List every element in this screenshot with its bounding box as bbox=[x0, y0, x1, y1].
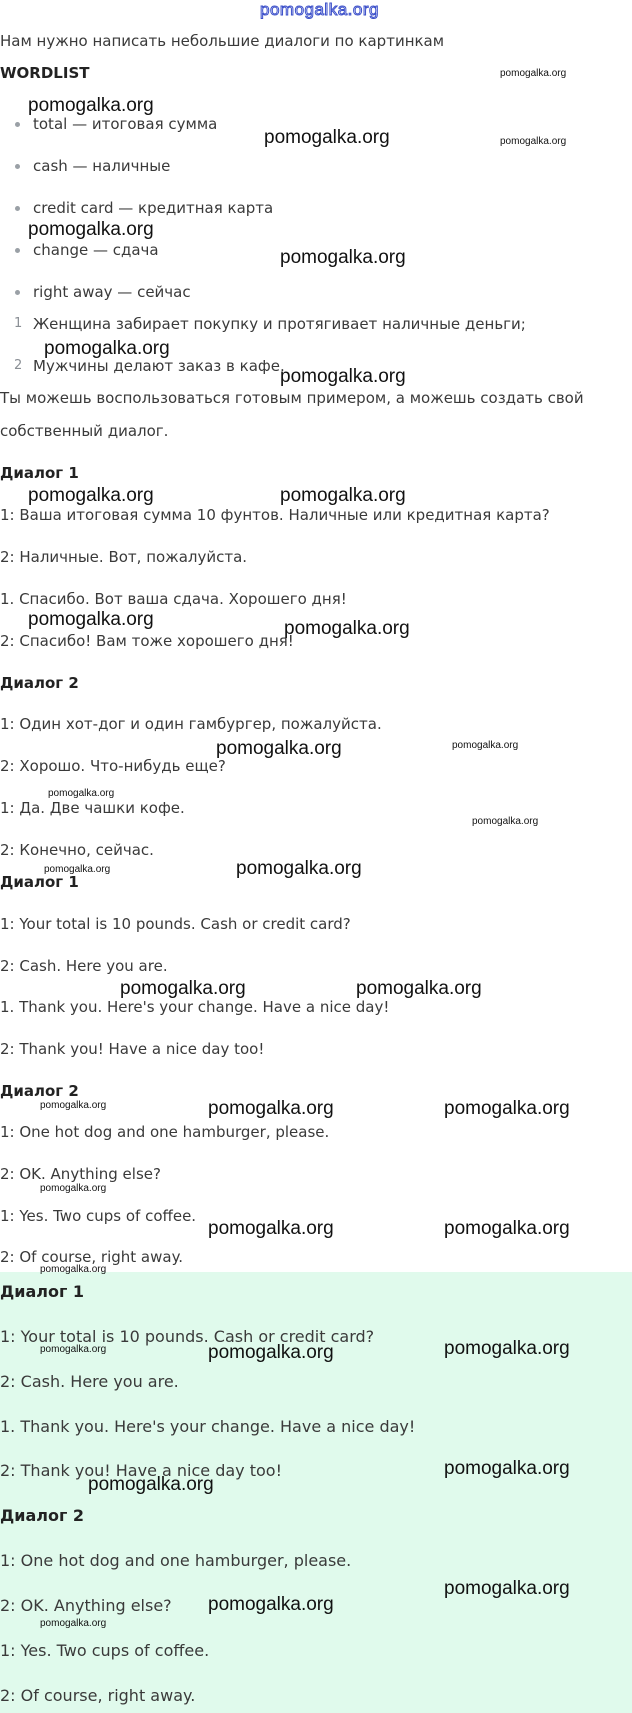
watermark: pomogalka.org bbox=[444, 1218, 570, 1239]
watermark: pomogalka.org bbox=[208, 1594, 334, 1615]
watermark: pomogalka.org bbox=[208, 1342, 334, 1363]
wordlist-item: total — итоговая сумма bbox=[33, 115, 218, 133]
site-logo: pomogalka.org bbox=[260, 0, 379, 19]
watermark: pomogalka.org bbox=[280, 366, 406, 387]
wordlist-item: right away — сейчас bbox=[33, 283, 191, 301]
picture-description: Женщина забирает покупку и протягивает наличные деньги; bbox=[33, 315, 526, 333]
watermark: pomogalka.org bbox=[444, 1098, 570, 1119]
dialog-line: 1: One hot dog and one hamburger, please. bbox=[0, 1123, 330, 1141]
watermark: pomogalka.org bbox=[208, 1218, 334, 1239]
watermark: pomogalka.org bbox=[452, 740, 519, 751]
dialog-line: 1: Yes. Two cups of coffee. bbox=[0, 1641, 210, 1660]
watermark: pomogalka.org bbox=[44, 338, 170, 359]
dialog-line: 2: Наличные. Вот, пожалуйста. bbox=[0, 548, 248, 566]
watermark: pomogalka.org bbox=[28, 219, 154, 240]
dialog-line: 2: Спасибо! Вам тоже хорошего дня! bbox=[0, 632, 294, 650]
dialog-heading: Диалог 1 bbox=[0, 1282, 85, 1301]
dialog-line: 2: Cash. Here you are. bbox=[0, 957, 168, 975]
watermark: pomogalka.org bbox=[280, 247, 406, 268]
dialog-line: 2: Хорошо. Что-нибудь еще? bbox=[0, 757, 226, 775]
note-text: Ты можешь воспользоваться готовым примером, а можешь создать свой bbox=[0, 389, 584, 407]
note-text: собственный диалог. bbox=[0, 422, 169, 440]
watermark: pomogalka.org bbox=[120, 978, 246, 999]
dialog-line: 1. Thank you. Here's your change. Have a nice day! bbox=[0, 998, 390, 1016]
watermark: pomogalka.org bbox=[88, 1474, 214, 1495]
dialog-line: 1. Thank you. Here's your change. Have a nice day! bbox=[0, 1417, 416, 1436]
list-number: 1 bbox=[14, 316, 23, 331]
watermark: pomogalka.org bbox=[264, 127, 390, 148]
dialog-heading: Диалог 2 bbox=[0, 1082, 79, 1100]
dialog-line: 2: Of course, right away. bbox=[0, 1248, 184, 1266]
watermark: pomogalka.org bbox=[40, 1264, 107, 1275]
watermark: pomogalka.org bbox=[236, 858, 362, 879]
dialog-line: 1: One hot dog and one hamburger, please. bbox=[0, 1551, 352, 1570]
watermark: pomogalka.org bbox=[444, 1458, 570, 1479]
dialog-line: 2: Конечно, сейчас. bbox=[0, 841, 154, 859]
watermark: pomogalka.org bbox=[208, 1098, 334, 1119]
dialog-line: 2: Thank you! Have a nice day too! bbox=[0, 1040, 265, 1058]
dialog-line: 1: Your total is 10 pounds. Cash or credit card? bbox=[0, 1327, 375, 1346]
watermark: pomogalka.org bbox=[280, 485, 406, 506]
watermark: pomogalka.org bbox=[40, 1100, 107, 1111]
wordlist-item: change — сдача bbox=[33, 241, 159, 259]
watermark: pomogalka.org bbox=[40, 1344, 107, 1355]
dialog-heading: Диалог 1 bbox=[0, 464, 79, 482]
dialog-line: 1. Спасибо. Вот ваша сдача. Хорошего дня! bbox=[0, 590, 347, 608]
watermark: pomogalka.org bbox=[40, 1618, 107, 1629]
wordlist-item: credit card — кредитная карта bbox=[33, 199, 274, 217]
dialog-line: 1: Ваша итоговая сумма 10 фунтов. Наличные или кредитная карта? bbox=[0, 506, 550, 524]
watermark: pomogalka.org bbox=[472, 816, 539, 827]
watermark: pomogalka.org bbox=[444, 1578, 570, 1599]
watermark: pomogalka.org bbox=[48, 788, 115, 799]
picture-description: Мужчины делают заказ в кафе. bbox=[33, 357, 285, 375]
dialog-line: 2: Cash. Here you are. bbox=[0, 1372, 179, 1391]
dialog-heading: Диалог 1 bbox=[0, 873, 79, 891]
list-number: 2 bbox=[14, 358, 23, 373]
watermark: pomogalka.org bbox=[216, 738, 342, 759]
wordlist-item: cash — наличные bbox=[33, 157, 171, 175]
dialog-line: 1: Один хот-дог и один гамбургер, пожалуйста. bbox=[0, 715, 382, 733]
dialog-line: 2: OK. Anything else? bbox=[0, 1165, 161, 1183]
watermark: pomogalka.org bbox=[40, 1183, 107, 1194]
watermark: pomogalka.org bbox=[284, 618, 410, 639]
dialog-line: 1: Yes. Two cups of coffee. bbox=[0, 1207, 197, 1225]
watermark: pomogalka.org bbox=[500, 68, 567, 79]
wordlist-heading: WORDLIST bbox=[0, 64, 90, 82]
watermark: pomogalka.org bbox=[44, 864, 111, 875]
intro-text: Нам нужно написать небольшие диалоги по картинкам bbox=[0, 32, 445, 50]
dialog-heading: Диалог 2 bbox=[0, 1506, 85, 1525]
watermark: pomogalka.org bbox=[500, 136, 567, 147]
watermark: pomogalka.org bbox=[28, 485, 154, 506]
watermark: pomogalka.org bbox=[28, 609, 154, 630]
dialog-line: 2: Of course, right away. bbox=[0, 1686, 196, 1705]
dialog-heading: Диалог 2 bbox=[0, 674, 79, 692]
watermark: pomogalka.org bbox=[444, 1338, 570, 1359]
dialog-line: 1: Да. Две чашки кофе. bbox=[0, 799, 185, 817]
watermark: pomogalka.org bbox=[28, 95, 154, 116]
dialog-line: 2: OK. Anything else? bbox=[0, 1596, 172, 1615]
watermark: pomogalka.org bbox=[356, 978, 482, 999]
dialog-line: 1: Your total is 10 pounds. Cash or credit card? bbox=[0, 915, 351, 933]
dialog-line: 2: Thank you! Have a nice day too! bbox=[0, 1461, 282, 1480]
